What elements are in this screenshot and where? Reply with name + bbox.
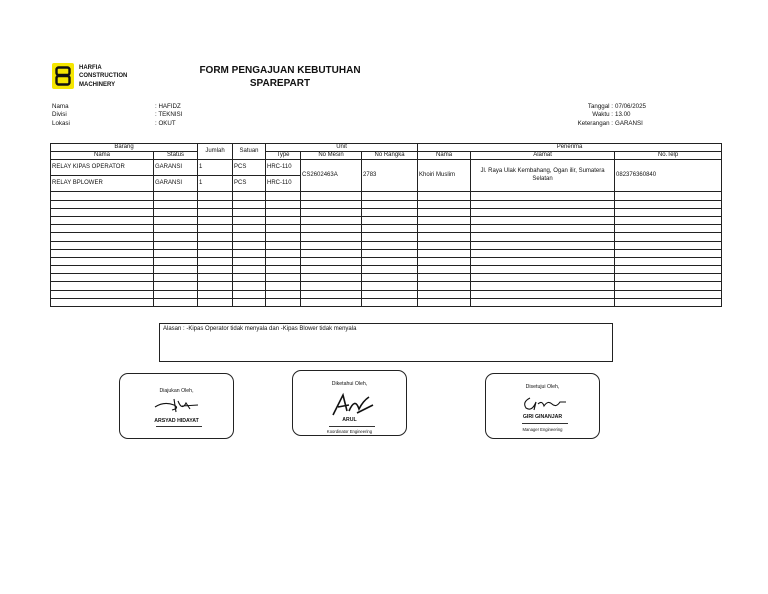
header-alamat: Alamat (471, 152, 615, 160)
table-cell-empty (301, 216, 362, 224)
table-cell-empty (198, 192, 233, 200)
table-row-empty (51, 266, 722, 274)
label-tanggal: Tanggal : (587, 103, 613, 110)
label-waktu: Waktu : (592, 111, 613, 119)
header-unit: Unit (266, 144, 418, 152)
table-cell-empty (154, 241, 198, 249)
table-cell-empty (51, 249, 154, 257)
table-cell-empty (418, 298, 471, 306)
table-cell-empty (233, 208, 266, 216)
table-cell-empty (266, 233, 301, 241)
info-right-labels (540, 103, 613, 128)
table-cell-empty (418, 208, 471, 216)
table-cell-empty (615, 266, 722, 274)
table-row-empty (51, 274, 722, 282)
table-row-empty (51, 257, 722, 265)
table-cell-empty (198, 298, 233, 306)
table-cell-empty (51, 257, 154, 265)
table-cell-empty (198, 282, 233, 290)
table-cell-empty (266, 192, 301, 200)
header-barang: Barang (51, 144, 198, 152)
cell-satuan: PCS (233, 160, 266, 176)
table-cell-empty (51, 274, 154, 282)
table-cell-empty (154, 233, 198, 241)
table-cell-empty (471, 290, 615, 298)
table-cell-empty (301, 233, 362, 241)
cell-alamat: Jl. Raya Ulak Kembahang, Ogan ilir, Sumatera Selatan (471, 160, 615, 192)
table-cell-empty (301, 241, 362, 249)
table-cell-empty (198, 266, 233, 274)
table-cell-empty (418, 266, 471, 274)
header-no-mesin: No Mesin (301, 152, 362, 160)
table-cell-empty (362, 216, 418, 224)
table-cell-empty (198, 249, 233, 257)
table-cell-empty (233, 249, 266, 257)
table-cell-empty (418, 192, 471, 200)
table-cell-empty (615, 290, 722, 298)
value-keterangan: GARANSI (615, 119, 643, 127)
table-cell-empty (615, 282, 722, 290)
header-type: Type (266, 152, 301, 160)
info-left-labels (52, 103, 112, 128)
signature-arsyad-icon (152, 395, 202, 415)
table-cell-empty (154, 225, 198, 233)
table-row-empty (51, 192, 722, 200)
table-row-empty (51, 249, 722, 257)
cell-satuan: PCS (233, 176, 266, 192)
signature-title: Koordinator Engineering (326, 429, 373, 434)
table-cell-empty (301, 298, 362, 306)
table-cell-empty (233, 298, 266, 306)
signature-card-diajukan (119, 373, 234, 439)
table-cell-empty (362, 225, 418, 233)
table-cell-empty (301, 257, 362, 265)
table-cell-empty (362, 282, 418, 290)
label-lokasi: Lokasi (52, 119, 70, 127)
table-cell-empty (471, 241, 615, 249)
table-cell-empty (301, 249, 362, 257)
company-name-line: CONSTRUCTION (79, 73, 128, 80)
table-cell-empty (154, 282, 198, 290)
table-cell-empty (51, 192, 154, 200)
company-name (79, 64, 149, 89)
value-nama: : HAFIDZ (155, 103, 181, 110)
table-cell-empty (471, 282, 615, 290)
table-cell-empty (266, 282, 301, 290)
table-cell-empty (362, 290, 418, 298)
signature-name: GIRI GINANJAR (522, 414, 563, 420)
cell-no-rangka: 2783 (362, 160, 418, 192)
table-cell-empty (471, 298, 615, 306)
header-no-telp: No.Telp (615, 152, 722, 160)
table-cell-empty (154, 298, 198, 306)
table-cell-empty (154, 208, 198, 216)
table-cell-empty (418, 257, 471, 265)
label-nama: Nama (52, 103, 69, 110)
table-cell-empty (471, 274, 615, 282)
table-cell-empty (266, 200, 301, 208)
table-cell-empty (154, 290, 198, 298)
table-row-empty (51, 225, 722, 233)
header-nama: Nama (51, 152, 154, 160)
table-row-empty (51, 241, 722, 249)
table-cell-empty (615, 249, 722, 257)
table-cell-empty (266, 290, 301, 298)
label-divisi: Divisi (52, 111, 67, 119)
table-cell-empty (301, 266, 362, 274)
table-cell-empty (51, 208, 154, 216)
signature-name: ARSYAD HIDAYAT (154, 418, 199, 424)
table-cell-empty (418, 200, 471, 208)
header-jumlah: Jumlah (198, 144, 233, 160)
table-cell-empty (615, 208, 722, 216)
signature-card-disetujui (485, 373, 600, 439)
table-cell-empty (51, 298, 154, 306)
form-title-line1: FORM PENGAJUAN KEBUTUHAN (199, 65, 361, 76)
table-cell-empty (301, 225, 362, 233)
table-cell-empty (198, 233, 233, 241)
header-penerima-nama: Nama (418, 152, 471, 160)
table-cell-empty (471, 233, 615, 241)
table-cell-empty (266, 241, 301, 249)
cell-jumlah: 1 (198, 176, 233, 192)
value-waktu: 13.00 (615, 111, 631, 119)
cell-status: GARANSI (154, 176, 198, 192)
table-cell-empty (154, 266, 198, 274)
table-cell-empty (301, 208, 362, 216)
table-cell-empty (362, 192, 418, 200)
value-divisi: : TEKNISI (155, 111, 183, 119)
cell-jumlah: 1 (198, 160, 233, 176)
table-cell-empty (266, 216, 301, 224)
signature-name: ARUL (342, 417, 357, 423)
table-cell-empty (471, 192, 615, 200)
table-cell-empty (233, 282, 266, 290)
table-cell-empty (301, 282, 362, 290)
table-cell-empty (154, 216, 198, 224)
table-cell-empty (266, 257, 301, 265)
table-cell-empty (51, 241, 154, 249)
company-logo (52, 63, 74, 89)
table-cell-empty (615, 298, 722, 306)
signature-line (522, 423, 568, 424)
table-cell-empty (198, 200, 233, 208)
cell-nama: RELAY KIPAS OPERATOR (51, 160, 154, 176)
value-lokasi: : OKUT (155, 119, 176, 127)
table-cell-empty (362, 241, 418, 249)
table-cell-empty (51, 266, 154, 274)
sparepart-table (50, 143, 722, 307)
table-cell-empty (471, 216, 615, 224)
table-cell-empty (266, 298, 301, 306)
table-cell-empty (418, 249, 471, 257)
table-cell-empty (301, 274, 362, 282)
table-cell-empty (154, 192, 198, 200)
table-cell-empty (198, 290, 233, 298)
table-cell-empty (266, 208, 301, 216)
table-row-empty (51, 290, 722, 298)
company-name-line: HARFIA (79, 65, 102, 71)
table-cell-empty (154, 274, 198, 282)
table-cell-empty (233, 290, 266, 298)
table-row-empty (51, 233, 722, 241)
table-cell-empty (615, 192, 722, 200)
signature-title: Manager Engineering (522, 427, 563, 432)
table-cell-empty (362, 298, 418, 306)
table-row-empty (51, 200, 722, 208)
signature-label: Diajukan Oleh, (159, 388, 194, 394)
table-cell-empty (198, 257, 233, 265)
cell-type: HRC-110 (266, 176, 301, 192)
table-cell-empty (51, 225, 154, 233)
table-cell-empty (198, 225, 233, 233)
table-cell-empty (471, 249, 615, 257)
header-satuan: Satuan (233, 144, 266, 160)
table-cell-empty (233, 274, 266, 282)
cell-no-telp: 082376360840 (615, 160, 722, 192)
table-cell-empty (471, 266, 615, 274)
table-cell-empty (198, 208, 233, 216)
cell-penerima-nama: Khoiri Muslim (418, 160, 471, 192)
table-cell-empty (471, 257, 615, 265)
table-cell-empty (154, 257, 198, 265)
table-cell-empty (362, 233, 418, 241)
table-cell-empty (615, 200, 722, 208)
table-cell-empty (233, 192, 266, 200)
table-cell-empty (51, 200, 154, 208)
signature-card-diketahui (292, 370, 407, 436)
signature-line (156, 426, 202, 427)
table-cell-empty (233, 266, 266, 274)
table-cell-empty (615, 241, 722, 249)
table-cell-empty (615, 274, 722, 282)
table-cell-empty (266, 225, 301, 233)
table-cell-empty (154, 200, 198, 208)
table-cell-empty (362, 274, 418, 282)
table-cell-empty (362, 249, 418, 257)
info-left-values (155, 103, 275, 128)
table-cell-empty (418, 282, 471, 290)
header-no-rangka: No Rangka (362, 152, 418, 160)
table-row-empty (51, 216, 722, 224)
header-penerima: Penerima (418, 144, 722, 152)
company-name-line: MACHINERY (79, 81, 116, 88)
table-cell-empty (233, 200, 266, 208)
signature-label: Disetujui Oleh, (525, 384, 560, 390)
table-cell-empty (51, 233, 154, 241)
table-cell-empty (51, 216, 154, 224)
label-keterangan: Keterangan : (577, 119, 613, 127)
table-cell-empty (198, 216, 233, 224)
table-cell-empty (233, 233, 266, 241)
table-row-empty (51, 282, 722, 290)
signature-arul-icon (329, 391, 377, 417)
table-cell-empty (615, 257, 722, 265)
table-cell-empty (471, 200, 615, 208)
table-cell-empty (418, 274, 471, 282)
table-cell-empty (154, 249, 198, 257)
value-tanggal: 07/06/2025 (615, 103, 646, 110)
table-cell-empty (301, 200, 362, 208)
table-cell-empty (418, 233, 471, 241)
table-cell-empty (362, 257, 418, 265)
header-status: Status (154, 152, 198, 160)
table-cell-empty (362, 266, 418, 274)
table-cell-empty (198, 241, 233, 249)
table-row-empty (51, 298, 722, 306)
table-row-empty (51, 208, 722, 216)
table-row (51, 160, 722, 176)
table-cell-empty (362, 200, 418, 208)
table-cell-empty (301, 192, 362, 200)
table-cell-empty (471, 208, 615, 216)
cell-no-mesin: CS2602463A (301, 160, 362, 192)
alasan-box: Alasan : -Kipas Operator tidak menyala dan -Kipas Blower tidak menyala (159, 323, 613, 362)
cell-type: HRC-110 (266, 160, 301, 176)
signature-label: Diketahui Oleh, (331, 381, 368, 387)
table-cell-empty (51, 282, 154, 290)
signature-line (329, 426, 375, 427)
table-cell-empty (418, 225, 471, 233)
table-cell-empty (233, 241, 266, 249)
cell-status: GARANSI (154, 160, 198, 176)
table-cell-empty (266, 266, 301, 274)
table-cell-empty (266, 249, 301, 257)
table-cell-empty (471, 225, 615, 233)
table-cell-empty (615, 216, 722, 224)
table-cell-empty (301, 290, 362, 298)
table-cell-empty (233, 216, 266, 224)
table-cell-empty (418, 241, 471, 249)
table-cell-empty (615, 225, 722, 233)
table-cell-empty (418, 290, 471, 298)
table-cell-empty (362, 208, 418, 216)
table-cell-empty (418, 216, 471, 224)
table-cell-empty (266, 274, 301, 282)
table-cell-empty (233, 257, 266, 265)
logo-eight-icon (55, 66, 71, 86)
signature-giri-icon (520, 392, 570, 414)
table-cell-empty (615, 233, 722, 241)
table-cell-empty (233, 225, 266, 233)
cell-nama: RELAY BPLOWER (51, 176, 154, 192)
form-title (180, 64, 380, 90)
info-right-values (615, 103, 695, 128)
table-cell-empty (198, 274, 233, 282)
table-cell-empty (51, 290, 154, 298)
form-title-line2: SPAREPART (249, 78, 311, 89)
